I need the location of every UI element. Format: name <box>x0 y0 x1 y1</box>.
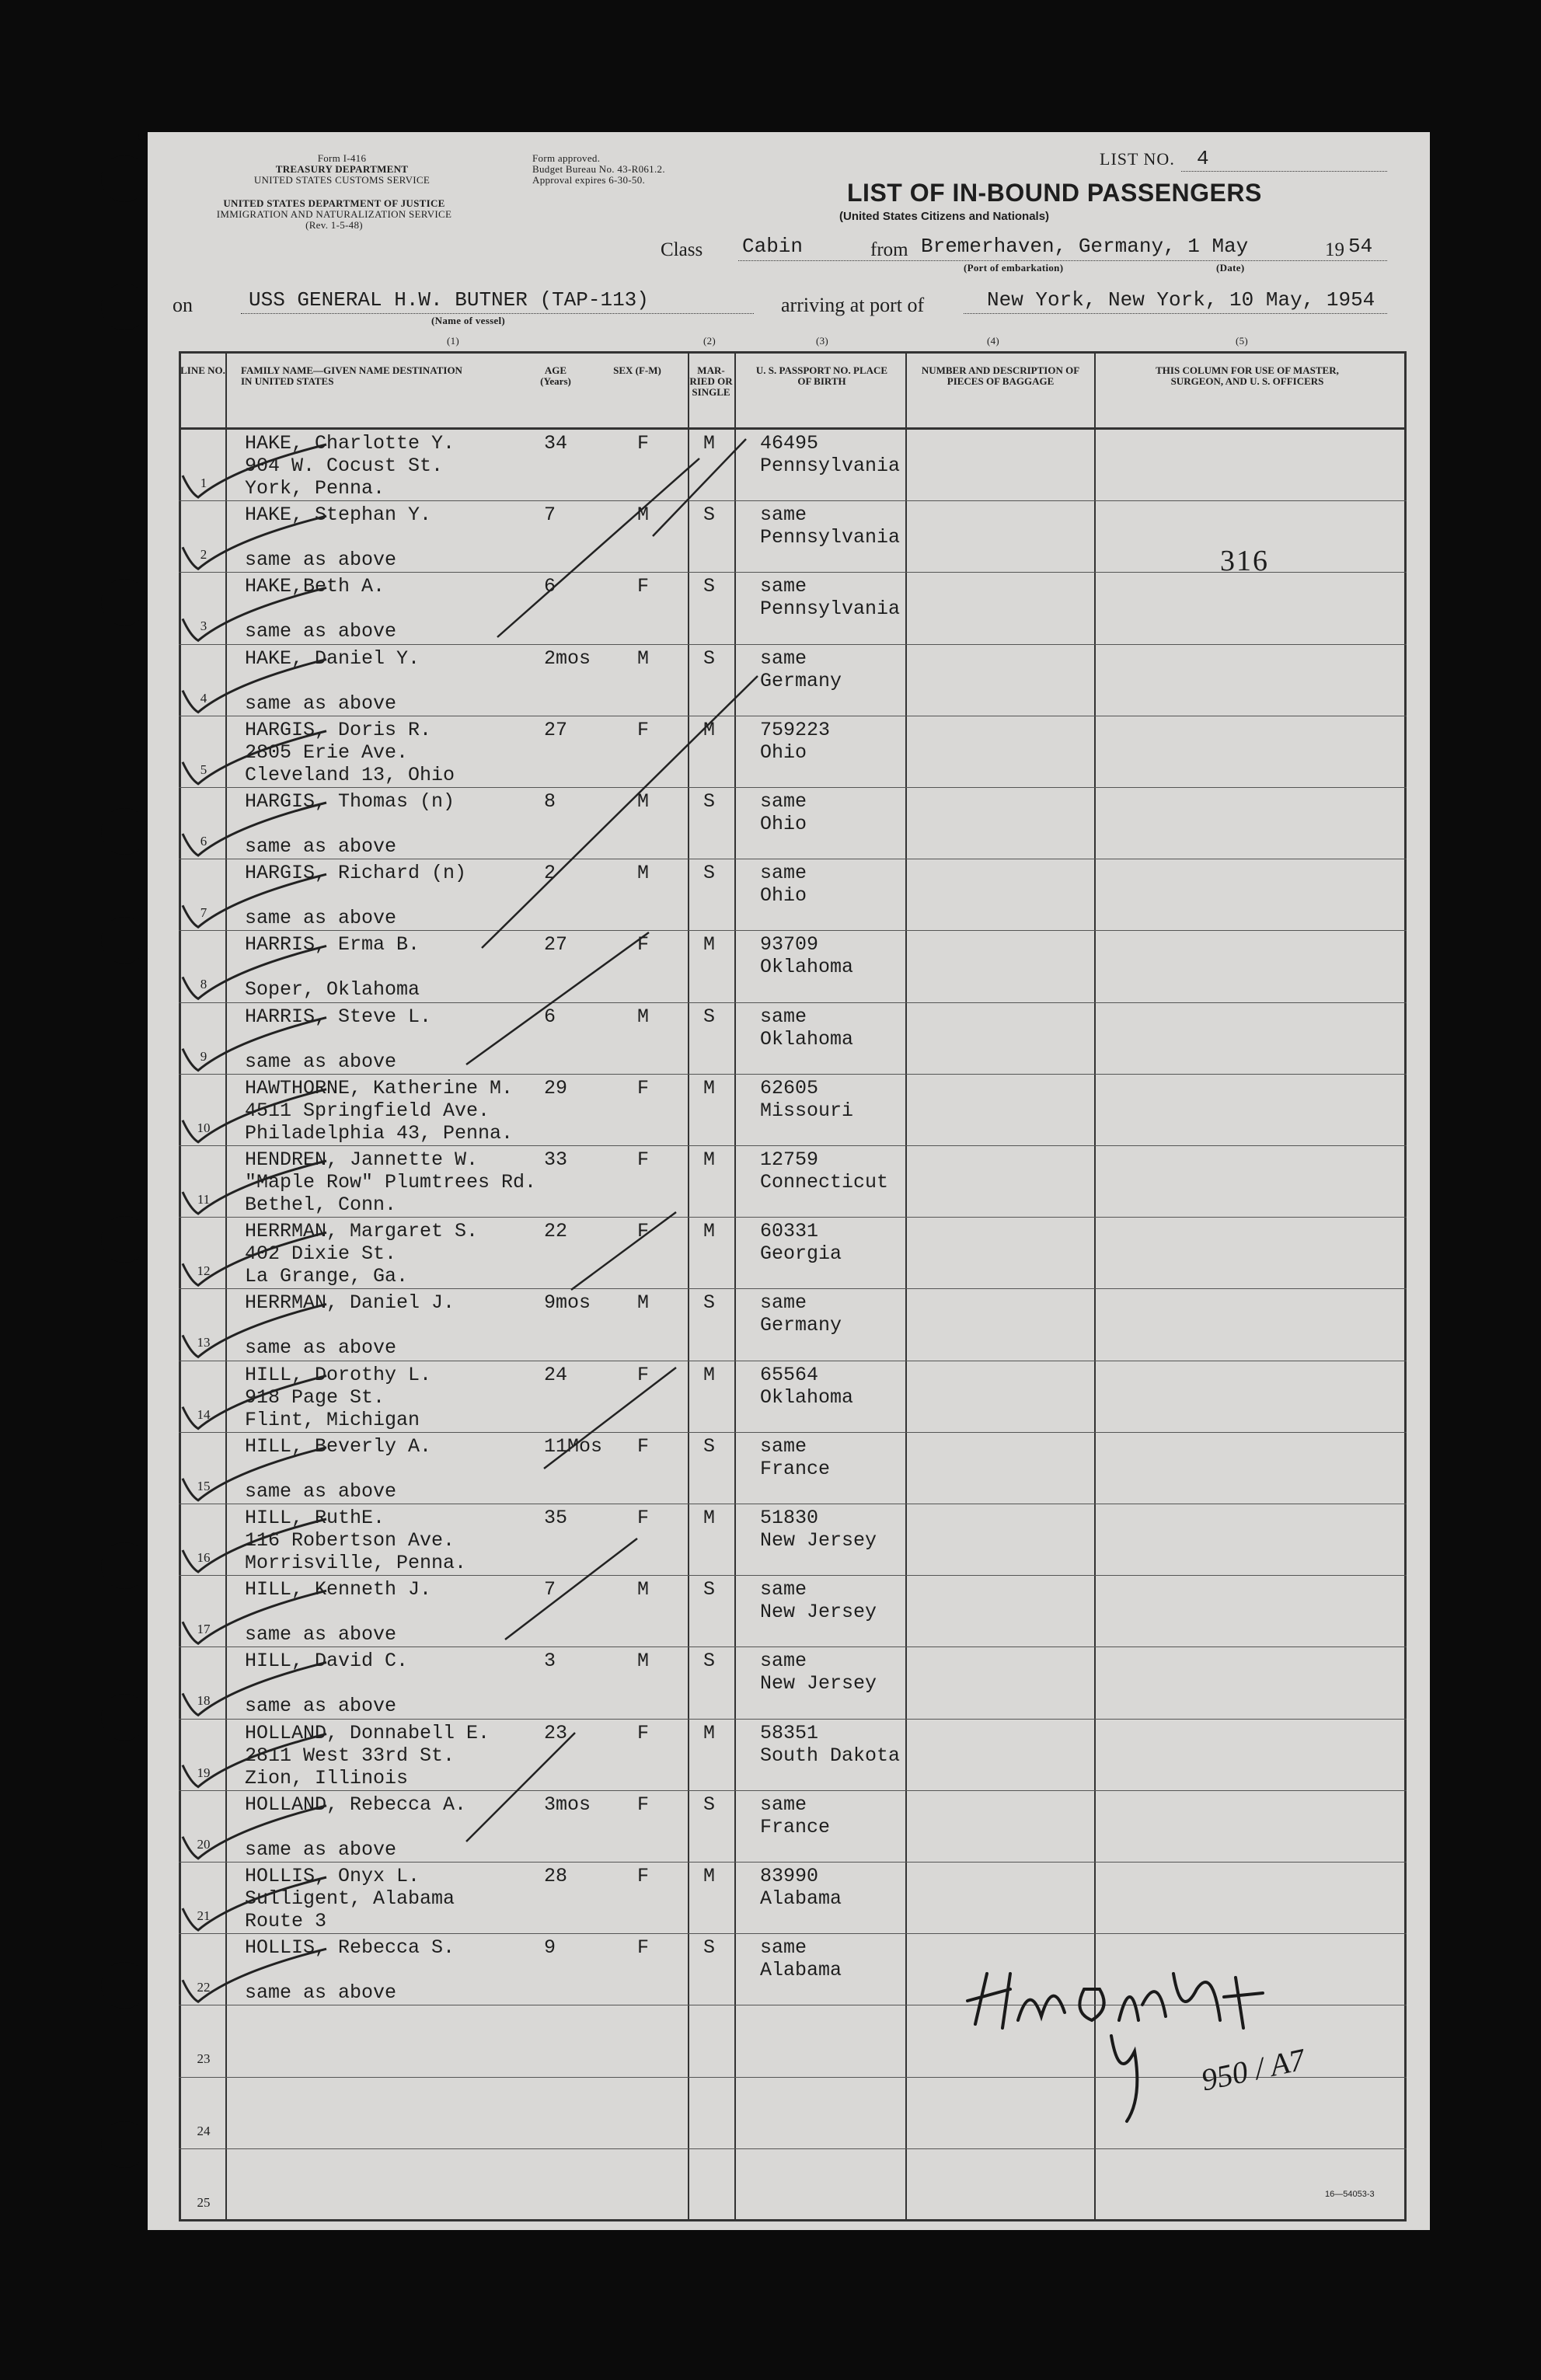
line-number: 11 <box>197 1192 211 1207</box>
passenger-age: 9 <box>544 1936 556 1960</box>
passenger-name: HOLLIS, Rebecca S. <box>245 1936 455 1960</box>
place-of-birth: Pennsylvania <box>760 526 901 549</box>
strike-line <box>466 1733 575 1842</box>
passenger-age: 28 <box>544 1865 568 1887</box>
strike-line <box>544 1368 676 1469</box>
passport-number: same <box>760 1578 807 1601</box>
col-header-sex: SEX (F-M) <box>613 364 661 376</box>
passport-number: 12759 <box>760 1148 819 1171</box>
passport-number: same <box>760 1005 807 1028</box>
destination-line-1: 402 Dixie St. <box>245 1242 397 1266</box>
line-number: 9 <box>200 1048 207 1064</box>
destination-line-2: same as above <box>245 1981 397 2005</box>
place-of-birth: New Jersey <box>760 1672 877 1695</box>
col-header-officers: THIS COLUMN FOR USE OF MASTER, SURGEON, AND U. S. OFFICERS <box>1156 364 1339 387</box>
col-header-line: LINE NO. <box>180 364 225 376</box>
passenger-sex: M <box>637 1291 650 1315</box>
destination-line-2: La Grange, Ga. <box>245 1265 409 1288</box>
col-header-name: FAMILY NAME—GIVEN NAME DESTINATION IN UNITED STATES <box>241 364 462 387</box>
line-number: 17 <box>197 1622 211 1637</box>
marital-status: S <box>703 1578 716 1601</box>
check-mark <box>183 1734 326 1787</box>
col-header-passport: U. S. PASSPORT NO. PLACE OF BIRTH <box>755 364 888 387</box>
marital-status: M <box>703 1148 716 1171</box>
passenger-sex: F <box>637 933 650 957</box>
check-mark <box>183 803 326 855</box>
place-of-birth: South Dakota <box>760 1744 901 1767</box>
col-num-4: (4) <box>987 335 1000 347</box>
passenger-sex: F <box>637 1220 650 1243</box>
justice-dept: UNITED STATES DEPARTMENT OF JUSTICE <box>223 197 445 209</box>
marital-status: M <box>703 933 716 957</box>
marital-status: M <box>703 1865 716 1887</box>
destination-line-2: Philadelphia 43, Penna. <box>245 1121 514 1145</box>
passenger-sex: M <box>637 646 650 670</box>
passenger-age: 2 <box>544 862 556 885</box>
customs-service: UNITED STATES CUSTOMS SERVICE <box>253 174 431 186</box>
annotation-handwritten: 950 / A7 <box>1198 2041 1309 2098</box>
passport-number: 60331 <box>760 1220 819 1243</box>
passport-number: 65564 <box>760 1363 819 1386</box>
place-of-birth: France <box>760 1815 831 1838</box>
marital-status: M <box>703 718 716 741</box>
marital-status: M <box>703 1721 716 1744</box>
passenger-sex: M <box>637 790 650 813</box>
passenger-age: 29 <box>544 1076 568 1099</box>
marital-status: S <box>703 1434 716 1458</box>
line-number: 6 <box>200 834 207 849</box>
line-number: 22 <box>197 1980 211 1995</box>
place-of-birth: New Jersey <box>760 1601 877 1624</box>
place-of-birth: France <box>760 1457 831 1480</box>
passenger-sex: F <box>637 1507 650 1529</box>
destination-line-1: 2805 Erie Ave. <box>245 740 409 764</box>
line-number: 7 <box>200 905 207 921</box>
passenger-name: HILL, RuthE. <box>245 1507 385 1529</box>
check-mark <box>183 1089 326 1142</box>
passenger-sex: M <box>637 1578 650 1601</box>
passenger-sex: F <box>637 1793 650 1816</box>
passenger-sex: F <box>637 575 650 598</box>
passport-number: 58351 <box>760 1721 819 1744</box>
line-number: 15 <box>197 1478 211 1493</box>
line-number: 4 <box>200 690 207 706</box>
place-of-birth: Connecticut <box>760 1171 889 1193</box>
place-of-birth: Missouri <box>760 1099 854 1122</box>
officer-stamp-number: 316 <box>1220 545 1269 577</box>
passenger-name: HOLLAND, Donnabell E. <box>245 1721 490 1744</box>
passenger-name: HARGIS, Richard (n) <box>245 862 467 885</box>
passport-number: same <box>760 790 807 813</box>
marital-status: S <box>703 1005 716 1028</box>
passenger-name: HARRIS, Steve L. <box>245 1005 432 1028</box>
line-number: 20 <box>197 1836 211 1852</box>
passenger-age: 27 <box>544 933 568 957</box>
col-num-3: (3) <box>816 335 829 347</box>
place-of-birth: Oklahoma <box>760 1385 854 1409</box>
col-num-2: (2) <box>703 335 716 347</box>
line-number: 3 <box>200 619 207 634</box>
passenger-name: HOLLIS, Onyx L. <box>245 1865 420 1887</box>
destination-line-1: 904 W. Cocust St. <box>245 455 444 477</box>
strike-line <box>571 1212 676 1290</box>
marital-status: S <box>703 1650 716 1673</box>
passenger-sex: F <box>637 1076 650 1099</box>
passenger-age: 2mos <box>544 646 591 670</box>
marital-status: S <box>703 1793 716 1816</box>
passport-number: 759223 <box>760 718 831 741</box>
destination-line-2: same as above <box>245 1695 397 1718</box>
arrival-port: New York, New York, 10 May, 1954 <box>987 288 1375 312</box>
passport-number: same <box>760 575 807 598</box>
passenger-age: 22 <box>544 1220 568 1243</box>
passenger-age: 7 <box>544 1578 556 1601</box>
check-mark <box>183 1161 326 1214</box>
destination-line-2: Soper, Oklahoma <box>245 978 420 1002</box>
place-of-birth: Pennsylvania <box>760 455 901 477</box>
marital-status: S <box>703 504 716 527</box>
passenger-age: 24 <box>544 1363 568 1386</box>
passenger-name: HAWTHORNE, Katherine M. <box>245 1076 514 1099</box>
passenger-sex: M <box>637 1650 650 1673</box>
line-number: 12 <box>197 1263 211 1279</box>
place-of-birth: Oklahoma <box>760 1027 854 1051</box>
vessel-caption: (Name of vessel) <box>431 315 506 326</box>
arriving-label: arriving at port of <box>781 294 925 316</box>
check-mark <box>183 1304 326 1357</box>
passport-number: same <box>760 862 807 885</box>
passenger-name: HAKE, Charlotte Y. <box>245 432 455 455</box>
destination-line-1: 2811 West 33rd St. <box>245 1744 455 1767</box>
footer-code: 16—54053-3 <box>1325 2190 1375 2199</box>
passport-number: same <box>760 1793 807 1816</box>
page-subtitle: (United States Citizens and Nationals) <box>839 210 1050 223</box>
port-embark-caption: (Port of embarkation) <box>964 262 1064 274</box>
marital-status: M <box>703 1220 716 1243</box>
destination-line-1: 918 Page St. <box>245 1385 385 1409</box>
list-no-value: 4 <box>1197 147 1209 170</box>
strike-line <box>505 1538 637 1640</box>
passenger-age: 11Mos <box>544 1434 603 1458</box>
check-mark <box>183 874 326 927</box>
passenger-sex: F <box>637 718 650 741</box>
check-mark <box>183 1662 326 1715</box>
passenger-name: HERRMAN, Daniel J. <box>245 1291 455 1315</box>
form-approved: Form approved. <box>532 152 601 164</box>
page-title: LIST OF IN-BOUND PASSENGERS <box>847 179 1262 207</box>
passport-number: same <box>760 646 807 670</box>
check-mark <box>183 1232 326 1285</box>
class-label: Class <box>661 239 703 260</box>
check-mark <box>183 444 326 497</box>
passenger-name: HILL, Kenneth J. <box>245 1578 432 1601</box>
destination-line-1: 4511 Springfield Ave. <box>245 1099 490 1122</box>
passport-number: 51830 <box>760 1507 819 1529</box>
marital-status: S <box>703 1291 716 1315</box>
destination-line-2: same as above <box>245 620 397 643</box>
place-of-birth: Georgia <box>760 1242 842 1266</box>
passport-number: 93709 <box>760 933 819 957</box>
destination-line-2: same as above <box>245 692 397 715</box>
passenger-age: 3mos <box>544 1793 591 1816</box>
check-mark <box>183 946 326 998</box>
passenger-age: 7 <box>544 504 556 527</box>
marital-status: M <box>703 1363 716 1386</box>
line-number: 18 <box>197 1693 211 1709</box>
check-mark <box>183 1949 326 2002</box>
passport-number: same <box>760 1936 807 1960</box>
passenger-sex: M <box>637 862 650 885</box>
year-suffix: 54 <box>1348 235 1373 258</box>
destination-line-2: same as above <box>245 835 397 858</box>
check-mark <box>183 1376 326 1429</box>
passenger-name: HARGIS, Thomas (n) <box>245 790 455 813</box>
destination-line-2: same as above <box>245 549 397 572</box>
passenger-name: HERRMAN, Margaret S. <box>245 1220 479 1243</box>
passenger-age: 9mos <box>544 1291 591 1315</box>
destination-line-2: same as above <box>245 1336 397 1360</box>
strike-line <box>466 932 649 1065</box>
check-mark <box>183 1591 326 1643</box>
passenger-name: HOLLAND, Rebecca A. <box>245 1793 467 1816</box>
line-number: 24 <box>197 2123 211 2138</box>
revision: (Rev. 1-5-48) <box>305 219 363 231</box>
passenger-name: HARRIS, Erma B. <box>245 933 420 957</box>
marital-status: S <box>703 1936 716 1960</box>
destination-line-2: Bethel, Conn. <box>245 1193 397 1216</box>
passport-number: 46495 <box>760 432 819 455</box>
passenger-age: 3 <box>544 1650 556 1673</box>
form-number: Form I-416 <box>317 152 367 164</box>
check-mark <box>183 1448 326 1500</box>
place-of-birth: Pennsylvania <box>760 598 901 621</box>
line-number: 19 <box>197 1765 211 1780</box>
destination-line-1: 116 Robertson Ave. <box>245 1529 455 1552</box>
passenger-name: HILL, Dorothy L. <box>245 1363 432 1386</box>
passenger-sex: F <box>637 1363 650 1386</box>
place-of-birth: New Jersey <box>760 1529 877 1552</box>
marital-status: S <box>703 862 716 885</box>
passenger-sex: M <box>637 504 650 527</box>
check-marks <box>183 444 326 2002</box>
treasury-dept: TREASURY DEPARTMENT <box>275 163 409 175</box>
line-number: 10 <box>197 1120 211 1135</box>
vessel-name: USS GENERAL H.W. BUTNER (TAP-113) <box>249 288 649 312</box>
from-value: Bremerhaven, Germany, 1 May <box>921 235 1249 258</box>
destination-line-2: same as above <box>245 907 397 930</box>
place-of-birth: Ohio <box>760 813 807 835</box>
passport-number: same <box>760 1650 807 1673</box>
destination-line-2: Flint, Michigan <box>245 1408 420 1431</box>
passenger-sex: F <box>637 1936 650 1960</box>
destination-line-2: Cleveland 13, Ohio <box>245 763 455 786</box>
check-mark <box>183 1877 326 1930</box>
date-caption: (Date) <box>1216 262 1245 274</box>
line-number: 21 <box>197 1908 211 1923</box>
col-header-married: MAR-RIED OR SINGLE <box>689 364 733 398</box>
check-mark <box>183 1806 326 1859</box>
passenger-age: 35 <box>544 1507 568 1529</box>
check-mark <box>183 660 326 713</box>
line-number: 13 <box>197 1335 211 1350</box>
place-of-birth: Alabama <box>760 1959 842 1982</box>
check-mark <box>183 516 326 569</box>
passenger-name: HILL, David C. <box>245 1650 409 1673</box>
strike-line <box>482 676 758 948</box>
line-number: 8 <box>200 977 207 992</box>
col-header-baggage: NUMBER AND DESCRIPTION OF PIECES OF BAGGAGE <box>921 364 1080 387</box>
col-num-1: (1) <box>447 335 460 347</box>
check-mark <box>183 1519 326 1572</box>
on-label: on <box>173 294 193 316</box>
destination-line-2: same as above <box>245 1838 397 1861</box>
destination-line-2: same as above <box>245 1479 397 1503</box>
passenger-sex: F <box>637 432 650 455</box>
marital-status: S <box>703 646 716 670</box>
place-of-birth: Ohio <box>760 740 807 764</box>
line-number: 1 <box>200 476 207 490</box>
list-no-label: LIST NO. <box>1100 149 1175 169</box>
passenger-age: 6 <box>544 1005 556 1028</box>
line-number: 23 <box>197 2051 211 2067</box>
destination-line-2: same as above <box>245 1623 397 1646</box>
strike-line <box>497 458 699 637</box>
place-of-birth: Germany <box>760 1314 842 1337</box>
marital-status: S <box>703 575 716 598</box>
marital-status: S <box>703 790 716 813</box>
marital-status: M <box>703 432 716 455</box>
signature-scribble <box>967 1974 1263 2121</box>
passenger-name: HILL, Beverly A. <box>245 1434 432 1458</box>
passenger-name: HAKE,Beth A. <box>245 575 385 598</box>
ins-service: IMMIGRATION AND NATURALIZATION SERVICE <box>216 208 452 220</box>
place-of-birth: Ohio <box>760 884 807 908</box>
passenger-name: HENDREN, Jannette W. <box>245 1148 479 1171</box>
check-mark <box>183 731 326 784</box>
passport-number: same <box>760 504 807 527</box>
line-number: 25 <box>197 2194 211 2210</box>
year-prefix: 19 <box>1325 239 1344 260</box>
passenger-age: 33 <box>544 1148 568 1171</box>
passenger-sex: F <box>637 1434 650 1458</box>
place-of-birth: Oklahoma <box>760 956 854 979</box>
diagonal-strokes <box>466 439 758 1842</box>
passport-number: same <box>760 1434 807 1458</box>
class-value: Cabin <box>742 235 804 258</box>
passenger-name: HAKE, Stephan Y. <box>245 504 432 527</box>
approval-expires: Approval expires 6-30-50. <box>532 174 646 186</box>
place-of-birth: Alabama <box>760 1887 842 1910</box>
line-number: 16 <box>197 1550 211 1565</box>
passenger-sex: F <box>637 1865 650 1887</box>
check-mark <box>183 587 326 640</box>
marital-status: M <box>703 1076 716 1099</box>
destination-line-2: same as above <box>245 1050 397 1073</box>
marital-status: M <box>703 1507 716 1529</box>
passenger-age: 6 <box>544 575 556 598</box>
destination-line-1: "Maple Row" Plumtrees Rd. <box>245 1171 537 1193</box>
col-num-5: (5) <box>1236 335 1249 347</box>
place-of-birth: Germany <box>760 669 842 692</box>
from-label: from <box>870 239 908 260</box>
budget-bureau: Budget Bureau No. 43-R061.2. <box>532 163 665 175</box>
line-number: 14 <box>197 1406 211 1422</box>
passenger-sex: F <box>637 1148 650 1171</box>
passenger-sex: M <box>637 1005 650 1028</box>
passenger-name: HAKE, Daniel Y. <box>245 646 420 670</box>
passport-number: same <box>760 1291 807 1315</box>
passenger-age: 27 <box>544 718 568 741</box>
col-header-age: AGE (Years) <box>540 364 571 387</box>
check-mark <box>183 1018 326 1071</box>
destination-line-2: Route 3 <box>245 1910 327 1932</box>
passenger-age: 23 <box>544 1721 568 1744</box>
destination-line-2: Morrisville, Penna. <box>245 1552 467 1574</box>
passenger-name: HARGIS, Doris R. <box>245 718 432 741</box>
passport-number: 83990 <box>760 1865 819 1887</box>
passport-number: 62605 <box>760 1076 819 1099</box>
passenger-age: 34 <box>544 432 568 455</box>
line-number: 2 <box>200 547 207 563</box>
destination-line-2: Zion, Illinois <box>245 1766 409 1789</box>
destination-line-1: Sulligent, Alabama <box>245 1887 455 1910</box>
line-number: 5 <box>200 761 207 777</box>
passenger-age: 8 <box>544 790 556 813</box>
passenger-sex: F <box>637 1721 650 1744</box>
destination-line-2: York, Penna. <box>245 477 385 500</box>
